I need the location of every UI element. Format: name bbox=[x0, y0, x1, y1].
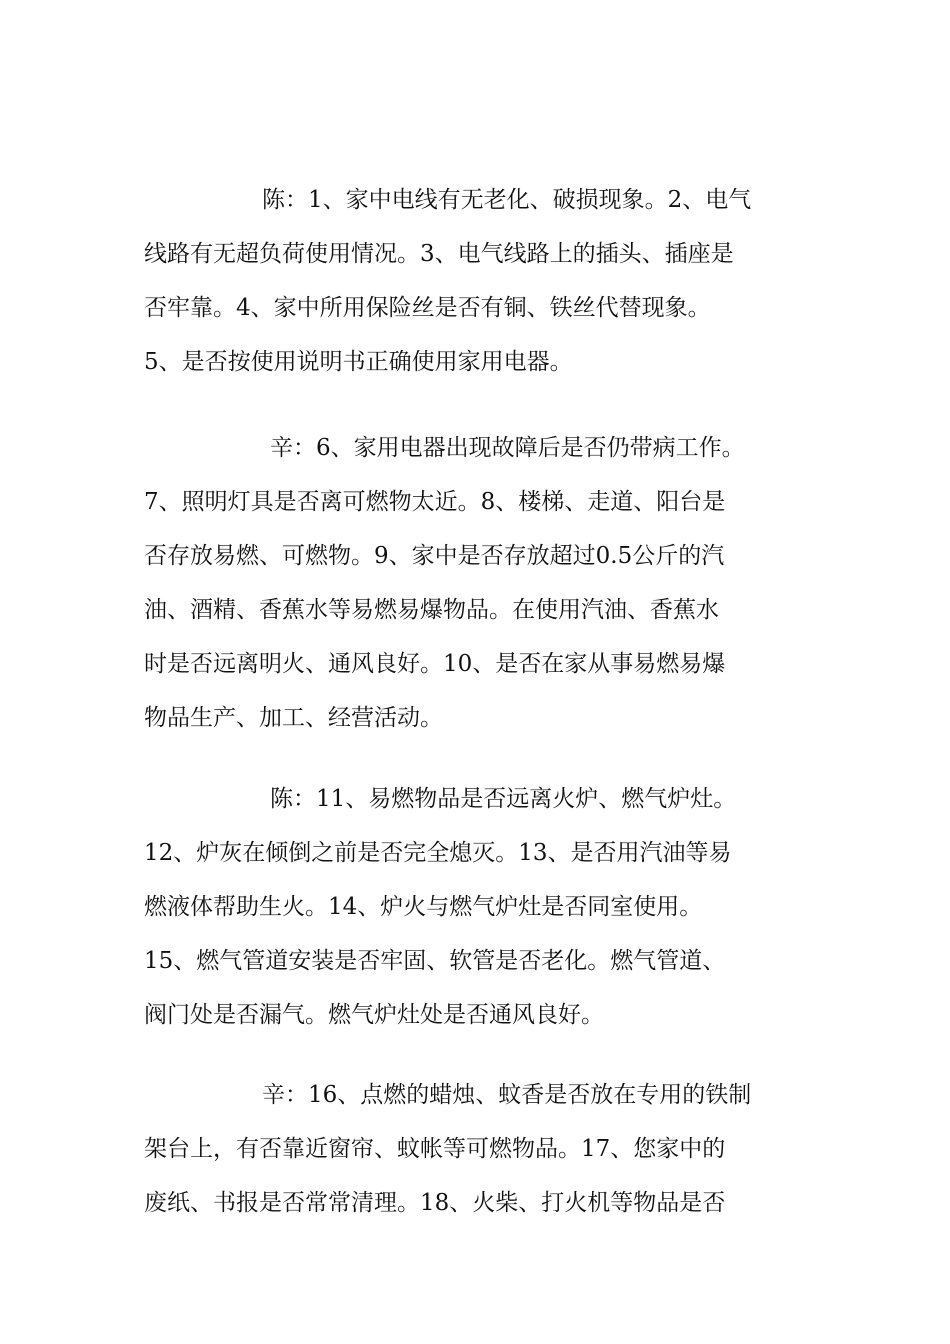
paragraph-line: 架台上，有否靠近窗帘、蚊帐等可燃物品。17、您家中的 bbox=[144, 1136, 726, 1162]
paragraph-line: 否存放易燃、可燃物。9、家中是否存放超过0.5公斤的汽 bbox=[144, 543, 725, 569]
paragraph-line: 5、是否按使用说明书正确使用家用电器。 bbox=[144, 349, 573, 375]
paragraph-line: 辛：6、家用电器出现故障后是否仍带病工作。 bbox=[270, 435, 745, 461]
paragraph-line: 物品生产、加工、经营活动。 bbox=[144, 705, 443, 731]
paragraph-line: 燃液体帮助生火。14、炉火与燃气炉灶是否同室使用。 bbox=[144, 894, 703, 920]
paragraph-line: 15、燃气管道安装是否牢固、软管是否老化。燃气管道、 bbox=[144, 948, 726, 974]
paragraph-line: 时是否远离明火、通风良好。10、是否在家从事易燃易爆 bbox=[144, 651, 726, 677]
paragraph-line: 线路有无超负荷使用情况。3、电气线路上的插头、插座是 bbox=[144, 241, 734, 267]
paragraph-line: 陈：11、易燃物品是否远离火炉、燃气炉灶。 bbox=[270, 786, 737, 812]
paragraph-line: 陈：1、家中电线有无老化、破损现象。2、电气 bbox=[262, 187, 752, 213]
paragraph-line: 12、炉灰在倾倒之前是否完全熄灭。13、是否用汽油等易 bbox=[144, 840, 732, 866]
paragraph-line: 废纸、书报是否常常清理。18、火柴、打火机等物品是否 bbox=[144, 1190, 726, 1216]
paragraph-line: 阀门处是否漏气。燃气炉灶处是否通风良好。 bbox=[144, 1002, 604, 1028]
paragraph-line: 辛：16、点燃的蜡烛、蚊香是否放在专用的铁制 bbox=[262, 1082, 752, 1108]
paragraph-4 bbox=[144, 1068, 824, 1230]
paragraph-line: 7、照明灯具是否离可燃物太近。8、楼梯、走道、阳台是 bbox=[144, 489, 726, 515]
paragraph-line: 否牢靠。4、家中所用保险丝是否有铜、铁丝代替现象。 bbox=[144, 295, 711, 321]
paragraph-3 bbox=[144, 772, 824, 1042]
paragraph-line: 油、酒精、香蕉水等易燃易爆物品。在使用汽油、香蕉水 bbox=[144, 597, 719, 623]
paragraph-1 bbox=[144, 173, 824, 389]
paragraph-2 bbox=[144, 421, 824, 745]
